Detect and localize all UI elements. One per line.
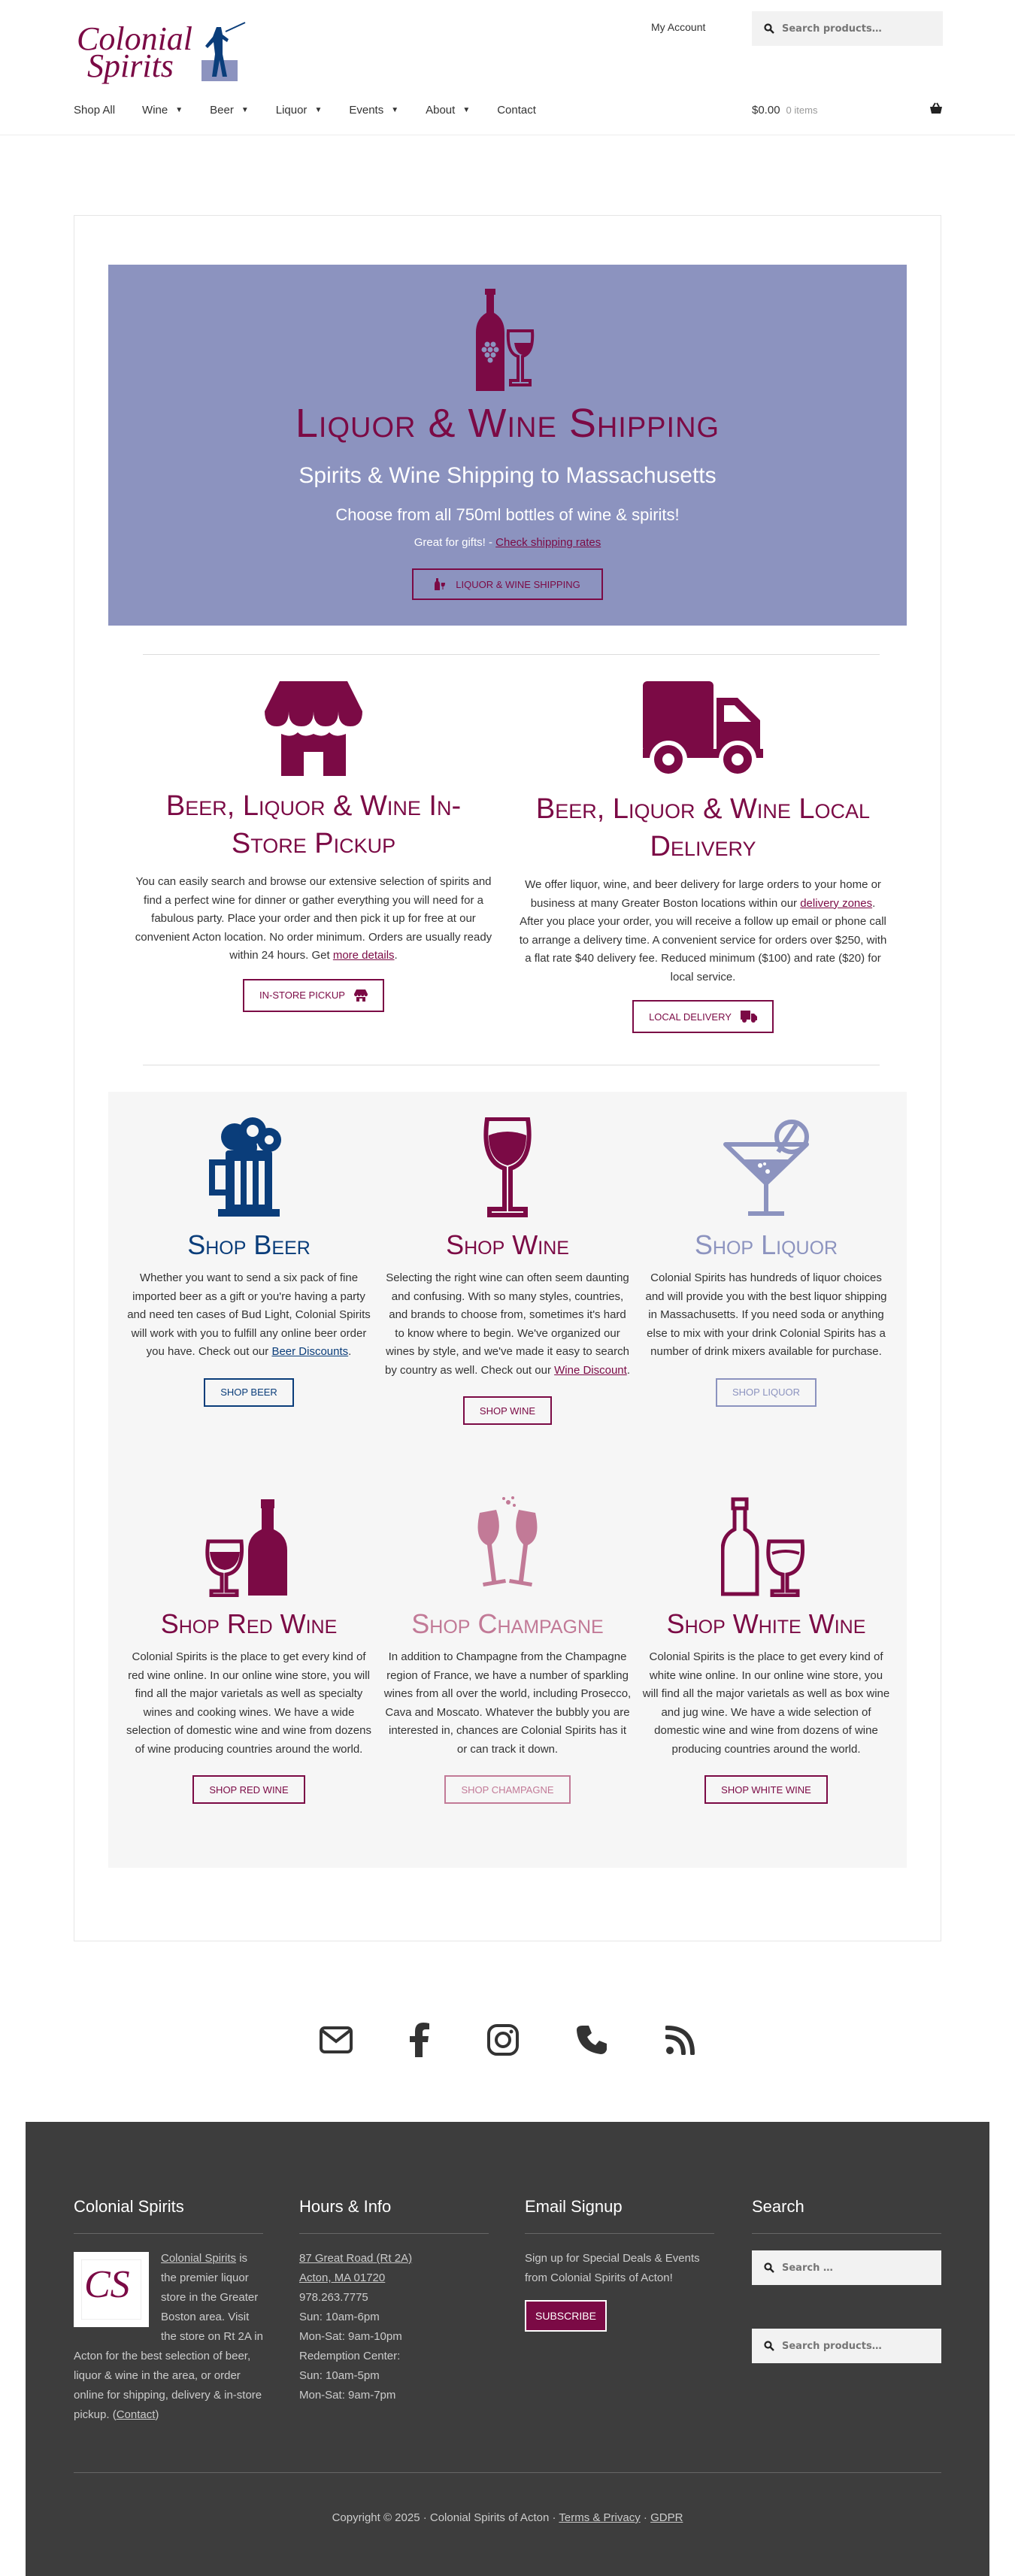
chevron-down-icon: ▼ [241, 106, 249, 114]
shop-red-wine-button[interactable] [192, 1775, 304, 1804]
nav-wine[interactable] [142, 104, 183, 117]
shop-beer-card [125, 1113, 373, 1407]
pickup-text [129, 873, 498, 965]
beer-mug-icon [208, 1117, 290, 1218]
footer-product-search-box [752, 2329, 941, 2363]
footer-hours [299, 2197, 489, 2405]
gdpr-link[interactable]: GDPR [650, 2511, 683, 2524]
shipping-rates-link[interactable]: Check shipping rates [495, 536, 601, 549]
header-search-input[interactable] [782, 23, 932, 35]
cs-logo [74, 2252, 149, 2327]
footer-about-text: is the premier liquor store in the Greater Boston area. Visit the store on Rt 2A in Acton for the best selection of beer, liquor & wine in the area, or order online for shipping, delivery & in-store pickup. ( [74, 2252, 263, 2421]
in-store-pickup-button[interactable] [243, 979, 384, 1012]
footer-about-text-end: ) [155, 2408, 159, 2421]
footer-search-box [752, 2250, 941, 2285]
pickup-text-end: . [394, 949, 398, 962]
wine-bottle-glass-icon [469, 289, 544, 394]
footer-divider [74, 2472, 941, 2473]
site-footer [26, 2122, 989, 2576]
wine-glass-icon [481, 1117, 534, 1218]
svg-text:Spirits: Spirits [87, 47, 174, 84]
address-line-1-link[interactable]: 87 Great Road (Rt 2A) [299, 2252, 413, 2265]
site-header [0, 0, 1015, 135]
shop-red-wine-card [125, 1492, 373, 1804]
copyright-separator: · [640, 2511, 651, 2524]
footer-search-input[interactable] [782, 2262, 932, 2274]
shop-wine-text-end: . [626, 1363, 630, 1377]
pickup-text-body: You can easily search and browse our extensive selection of spirits and find a perfect wine for dinner or gather everything you will need for a fabulous party. Place your order and then pick it up for free at our convenient Acton location. No order minimum. Orders are usually ready within 24 hours. Get [135, 875, 492, 962]
nav-events[interactable] [349, 104, 398, 117]
shop-beer-text [125, 1269, 373, 1362]
hours-line: Sun: 10am-6pm [299, 2311, 380, 2323]
shop-red-wine-text: Colonial Spirits is the place to get every kind of red wine online. In our online wine store, you will find all the major varietals as well as specialty wines and cooking wines. We have a wide selection of domestic wine and wine from dozens of wine producing countries around the world. [126, 1650, 371, 1756]
shop-liquor-button[interactable] [716, 1378, 817, 1407]
social-links [320, 2023, 695, 2057]
hero-tagline: Choose from all 750ml bottles of wine & spirits! [335, 505, 680, 524]
address-line-2-link[interactable]: Acton, MA 01720 [299, 2271, 386, 2284]
chevron-down-icon: ▼ [391, 106, 399, 114]
shop-red-wine-title: Shop Red Wine [160, 1608, 338, 1639]
subscribe-button[interactable]: SUBSCRIBE [525, 2300, 607, 2332]
delivery-truck-icon [741, 1011, 757, 1023]
cart-items: 0 items [786, 105, 818, 116]
hero-title: Liquor & Wine Shipping [295, 401, 720, 446]
nav-beer[interactable] [210, 104, 249, 117]
button-label: SHOP RED WINE [209, 1784, 289, 1796]
storefront-icon [265, 681, 362, 776]
shop-beer-button[interactable] [204, 1378, 294, 1407]
instagram-icon[interactable] [486, 2023, 520, 2056]
footer-search-title: Search [752, 2197, 941, 2234]
nav-label: About [426, 104, 456, 117]
shop-wine-text-body: Selecting the right wine can often seem daunting and confusing. With so many styles, countries, and brands to choose from, sometimes it's hard to know where to begin. We've organized our wines by style, and we've made it easy to search by country as well. Check out our [385, 1271, 629, 1377]
cs-logo-mark: CS [84, 2263, 130, 2306]
nav-label: Shop All [74, 104, 116, 117]
footer-email-title: Email Signup [525, 2197, 714, 2234]
footer-about [74, 2197, 263, 2425]
my-account-link[interactable]: My Account [651, 21, 706, 33]
nav-liquor[interactable] [276, 104, 323, 117]
chevron-down-icon: ▼ [314, 106, 323, 114]
hours-line: Mon-Sat: 9am-7pm [299, 2389, 396, 2402]
shop-white-wine-text: Colonial Spirits is the place to get every kind of white wine online. In our online wine store, you will find all the major varietals as well as box wine and jug wine. We have a wide selection of domestic wine and wine from dozens of wine producing countries around the world. [642, 1650, 890, 1756]
header-search [752, 11, 943, 46]
button-label: SHOP WHITE WINE [721, 1784, 811, 1796]
footer-search [752, 2197, 941, 2363]
shop-white-wine-button[interactable] [704, 1775, 828, 1804]
more-details-link[interactable]: more details [332, 949, 395, 962]
delivery-truck-icon [643, 681, 763, 779]
nav-contact[interactable] [497, 104, 536, 117]
shop-white-wine-card [642, 1492, 890, 1804]
nav-shop-all[interactable] [74, 104, 115, 117]
shop-liquor-card [642, 1113, 890, 1407]
shop-champagne-card [383, 1492, 632, 1804]
pickup-title: Beer, Liquor & Wine In-Store Pickup [165, 790, 462, 859]
shipping-hero [108, 265, 907, 626]
nav-about[interactable] [426, 104, 470, 117]
button-label: SHOP LIQUOR [732, 1386, 801, 1398]
white-wine-bottle-glass-icon [721, 1496, 811, 1597]
nav-label: Contact [497, 104, 536, 117]
button-label: LOCAL DELIVERY [649, 1011, 732, 1023]
shop-wine-title: Shop Wine [446, 1229, 569, 1260]
shop-champagne-title: Shop Champagne [411, 1608, 604, 1639]
terms-privacy-link[interactable]: Terms & Privacy [559, 2511, 641, 2524]
local-delivery-button[interactable] [632, 1000, 774, 1033]
champagne-toast-icon [466, 1496, 549, 1597]
button-label: SHOP CHAMPAGNE [461, 1784, 554, 1796]
shop-white-wine-title: Shop White Wine [666, 1608, 866, 1639]
footer-about-title: Colonial Spirits [74, 2197, 263, 2234]
svg-text:Colonial: Colonial [77, 20, 193, 57]
shop-wine-button[interactable] [463, 1396, 552, 1425]
divider [143, 654, 880, 655]
main-nav [74, 104, 563, 117]
delivery-text-end: . After you place your order, you will receive a follow up email or phone call to arrange a delivery time. A convenient service for orders over $250, with a flat rate $40 delivery fee. Reduced minimum ($100) and rate ($20) for local service. [519, 896, 887, 983]
shop-beer-text-body: Whether you want to send a six pack of fine imported beer as a gift or you're having a party and need ten cases of Bud Light, Colonial Spirits will work with you to fulfill any online beer order you have. Check out our [127, 1271, 371, 1358]
shop-liquor-title: Shop Liquor [694, 1229, 838, 1260]
hours-line: Mon-Sat: 9am-10pm [299, 2330, 402, 2343]
delivery-text-start: We offer liquor, wine, and beer delivery for large orders to your home or business at many Greater Boston locations within our [525, 878, 881, 910]
chevron-down-icon: ▼ [175, 106, 183, 114]
nav-label: Wine [142, 104, 168, 117]
copyright-text: Copyright © 2025 · Colonial Spirits of Acton · [332, 2511, 559, 2524]
search-icon [764, 23, 774, 34]
contact-link[interactable]: Contact [116, 2408, 156, 2421]
shop-liquor-text: Colonial Spirits has hundreds of liquor choices and will provide you with the best liquor shipping in Massachusetts. If you need soda or anything else to mix with your drink Colonial Spirits has a number of drink mixers available for purchase. [645, 1271, 887, 1358]
wine-discount-link[interactable]: Wine Discount [554, 1363, 627, 1377]
shop-beer-title: Shop Beer [187, 1229, 311, 1260]
footer-email-text: Sign up for Special Deals & Events from Colonial Spirits of Acton! [525, 2252, 700, 2284]
hero-subtitle: Spirits & Wine Shipping to Massachusetts [298, 463, 717, 488]
beer-discounts-link[interactable]: Beer Discounts [271, 1345, 349, 1358]
hero-gifts-line [108, 536, 907, 549]
local-delivery-section [519, 681, 887, 1033]
email-icon[interactable] [320, 2026, 353, 2053]
footer-hours-title: Hours & Info [299, 2197, 489, 2234]
site-logo[interactable] [75, 17, 248, 84]
delivery-zones-link[interactable]: delivery zones [800, 896, 873, 910]
hours-line: Redemption Center: [299, 2350, 401, 2362]
liquor-wine-shipping-button[interactable] [412, 568, 603, 600]
facebook-icon[interactable] [410, 2023, 429, 2057]
search-icon [764, 2262, 774, 2273]
gifts-prefix: Great for gifts! - [414, 536, 496, 549]
shop-champagne-button[interactable] [444, 1775, 570, 1804]
button-label: SHOP WINE [479, 1405, 536, 1417]
in-store-pickup-section [129, 681, 498, 1012]
copyright [26, 2511, 989, 2524]
phone-icon[interactable] [577, 2024, 608, 2056]
search-icon [764, 2341, 774, 2351]
shop-beer-text-end: . [348, 1345, 352, 1358]
martini-glass-icon [721, 1117, 811, 1218]
delivery-title: Beer, Liquor & Wine Local Delivery [535, 793, 871, 862]
hours-line: Sun: 10am-5pm [299, 2369, 380, 2382]
nav-label: Events [349, 104, 384, 117]
nav-label: Liquor [275, 104, 308, 117]
colonial-spirits-link[interactable]: Colonial Spirits [161, 2252, 237, 2265]
phone-number: 978.263.7775 [299, 2291, 368, 2304]
storefront-icon [354, 989, 368, 1002]
footer-email-signup [525, 2197, 714, 2332]
red-wine-bottle-glass-icon [204, 1496, 294, 1597]
button-label: LIQUOR & WINE SHIPPING [456, 578, 580, 590]
button-label: IN-STORE PICKUP [259, 989, 345, 1001]
basket-icon [929, 102, 943, 114]
delivery-text [519, 876, 887, 986]
rss-icon[interactable] [665, 2025, 695, 2055]
shop-wine-card [383, 1113, 632, 1425]
button-label: SHOP BEER [220, 1386, 277, 1398]
nav-label: Beer [210, 104, 234, 117]
cart-amount: $0.00 [752, 104, 780, 117]
shop-wine-text [383, 1269, 632, 1380]
shop-champagne-text: In addition to Champagne from the Champagne region of France, we have a number of sparkling wines from all over the world, including Prosecco, Cava and Moscato. Whatever the bubbly you are interested in, chances are Colonial Spirits has it or can track it down. [383, 1650, 632, 1756]
bottle-glass-icon [435, 578, 445, 590]
chevron-down-icon: ▼ [462, 106, 471, 114]
header-cart[interactable] [752, 104, 943, 117]
footer-product-search-input[interactable] [782, 2341, 932, 2352]
